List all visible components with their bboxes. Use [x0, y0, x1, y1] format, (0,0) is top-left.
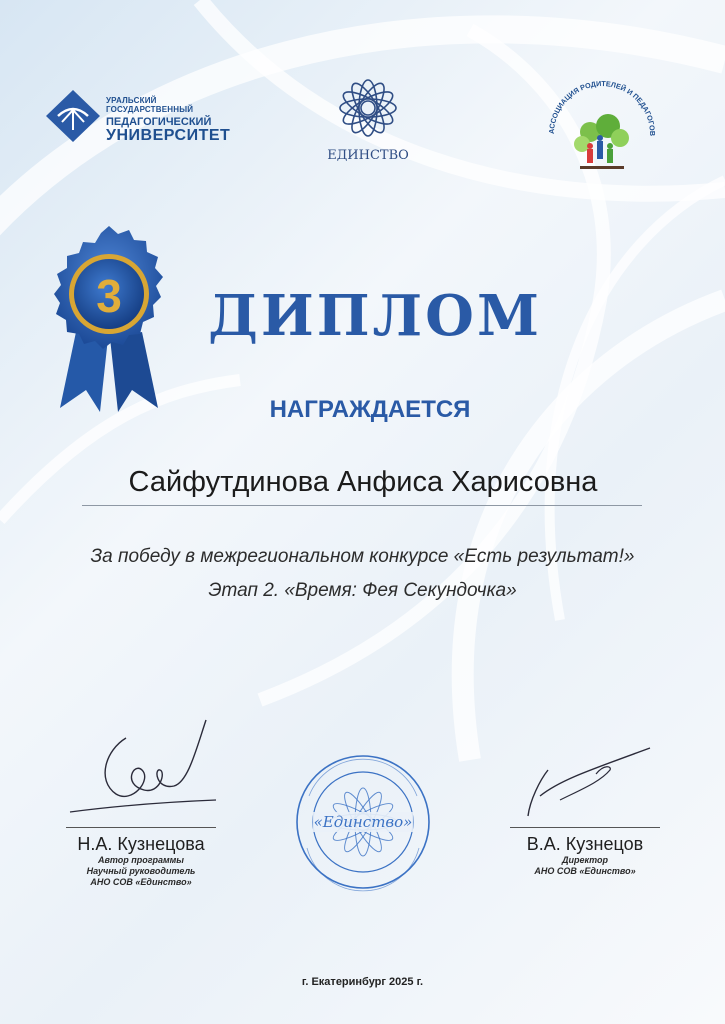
association-logo: [540, 72, 664, 196]
recipient-underline: [82, 505, 642, 506]
lotus-mandala-icon: [318, 68, 418, 146]
awarded-heading: НАГРАЖДАЕТСЯ: [269, 396, 471, 423]
diploma-title: ДИПЛОМ: [208, 283, 542, 349]
organization-seal-icon: [293, 752, 433, 892]
signature-left: [56, 710, 226, 888]
signer-left-role1: Автор программы: [98, 855, 184, 865]
city-year-footer: г. Екатеринбург 2025 г.: [301, 976, 424, 988]
family-tree-icon: [540, 72, 664, 196]
edinstvo-logo-text: ЕДИНСТВО: [327, 148, 409, 163]
edinstvo-logo: [318, 68, 418, 168]
university-name-line2: ПЕДАГОГИЧЕСКИЙ: [106, 116, 212, 128]
medal-place-number: 3: [96, 270, 122, 322]
signer-left-role2: Научный руководитель: [86, 866, 196, 876]
signer-left-name: Н.А. Кузнецова: [77, 834, 205, 854]
award-reason: За победу в межрегиональном конкурсе «Есть результат!»: [90, 546, 635, 567]
signer-right-name: В.А. Кузнецов: [526, 834, 644, 854]
university-name-line1: УРАЛЬСКИЙ ГОСУДАРСТВЕННЫЙ: [106, 96, 194, 114]
university-emblem-icon: [44, 88, 102, 144]
signature-right-line: [510, 827, 660, 828]
signer-right-role2: АНО СОВ «Единство»: [534, 866, 636, 876]
university-name-line3: УНИВЕРСИТЕТ: [106, 127, 231, 144]
handwritten-signature-right: [500, 740, 670, 822]
handwritten-signature-left: [56, 710, 226, 822]
signature-left-line: [66, 827, 216, 828]
signature-right: [500, 740, 670, 877]
recipient-name: Сайфутдинова Анфиса Харисовна: [128, 466, 598, 498]
signer-left-role3: АНО СОВ «Единство»: [90, 877, 192, 887]
award-stage: Этап 2. «Время: Фея Секундочка»: [208, 580, 517, 601]
seal-text: «Единство»: [313, 813, 413, 831]
university-logo: [44, 88, 244, 144]
signer-right-role1: Директор: [562, 855, 608, 865]
association-logo-text: АССОЦИАЦИЯ РОДИТЕЛЕЙ И ПЕДАГОГОВ: [546, 78, 658, 137]
